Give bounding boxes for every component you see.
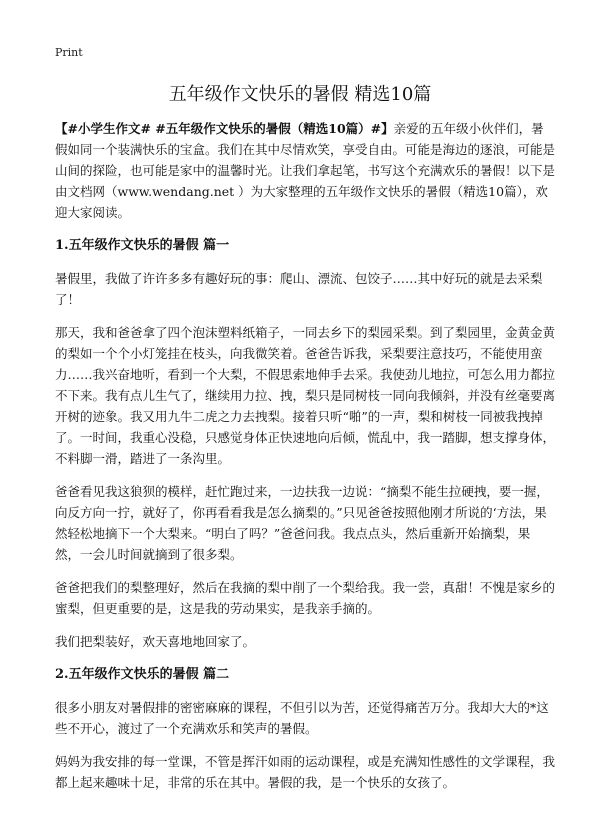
paragraph: 很多小朋友对暑假排的密密麻麻的课程，不但引以为苦，还觉得痛苦万分。我却大大的*这些不开心，渡过了一个充满欢乐和笑声的暑假。 <box>55 700 549 736</box>
paragraph: 爸爸看见我这狼狈的模样，赶忙跑过来，一边扶我一边说：“摘梨不能生拉硬拽，要一握，向反方向一拧，就好了，你再看看我是怎么摘梨的。”只见爸爸按照他刚才所说的‘方法，果然轻松地摘下一个大梨来。“明白了吗？”爸爸问我。我点点头，然后重新开始摘梨，果然，一会儿时间就摘到了很多梨。 <box>55 484 549 562</box>
paragraph: 我们把梨装好，欢天喜地地回家了。 <box>55 634 256 649</box>
paragraph: 妈妈为我安排的每一堂课，不管是挥汗如雨的运动课程，或是充满知性感性的文学课程，我都上起来趣味十足，非常的乐在其中。暑假的我，是一个快乐的女孩了。 <box>55 754 556 790</box>
document-body <box>55 118 555 805</box>
section-heading-suffix: 篇二 <box>203 667 230 682</box>
intro-paragraph <box>55 118 555 223</box>
section-heading-1 <box>55 235 555 256</box>
paragraph: 暑假里，我做了许许多多有趣好玩的事：爬山、漂流、包饺子……其中好玩的就是去采梨了！ <box>55 271 543 307</box>
section-heading-suffix: 篇一 <box>203 238 230 253</box>
print-label: Print <box>55 46 83 59</box>
intro-tag: 【#小学生作文# #五年级作文快乐的暑假（精选10篇）#】 <box>55 121 394 136</box>
paragraph: 爸爸把我们的梨整理好，然后在我摘的梨中削了一个梨给我。我一尝，真甜！不愧是家乡的蜜梨，但更重要的是，这是我的劳动果实，是我亲手摘的。 <box>55 580 556 616</box>
section-heading-text: 1.五年级作文快乐的暑假 <box>55 238 199 253</box>
section-heading-2 <box>55 664 555 685</box>
section-heading-text: 2.五年级作文快乐的暑假 <box>55 667 199 682</box>
paragraph: 那天，我和爸爸拿了四个泡沫塑料纸箱子，一同去乡下的梨园采梨。到了梨园里，金黄金黄的梨如一个个小灯笼挂在枝头，向我微笑着。爸爸告诉我，采梨要注意技巧，不能使用蛮力……我兴奋地听，看到一个大梨，不假思索地伸手去采。我使劲儿地拉，可怎么用力都拉不下来。我有点儿生气了，继续用力拉、拽，梨只是同树枝一同向我倾斜，并没有丝毫要离开树的迹象。我又用九牛二虎之力去拽梨。接着只听“啪”的一声，梨和树枝一同被我拽掉了。一时间，我重心没稳，只感觉身体正快速地向后倾，慌乱中，我一踏脚，想支撑身体，不料脚一滑，踏进了一条沟里。 <box>55 325 556 466</box>
intro-text: 亲爱的五年级小伙伴们，暑假如同一个装满快乐的宝盒。我们在其中尽情欢笑，享受自由。可能是海边的逐浪，可能是山间的探险，也可能是家中的温馨时光。让我们拿起笔，书写这个充满欢乐的暑假！以下是由文档网（www.wendang.net ）为大家整理的五年级作文快乐的暑假（精选10篇），欢迎大家阅读。 <box>55 121 556 220</box>
page-title: 五年级作文快乐的暑假 精选10篇 <box>168 84 432 105</box>
